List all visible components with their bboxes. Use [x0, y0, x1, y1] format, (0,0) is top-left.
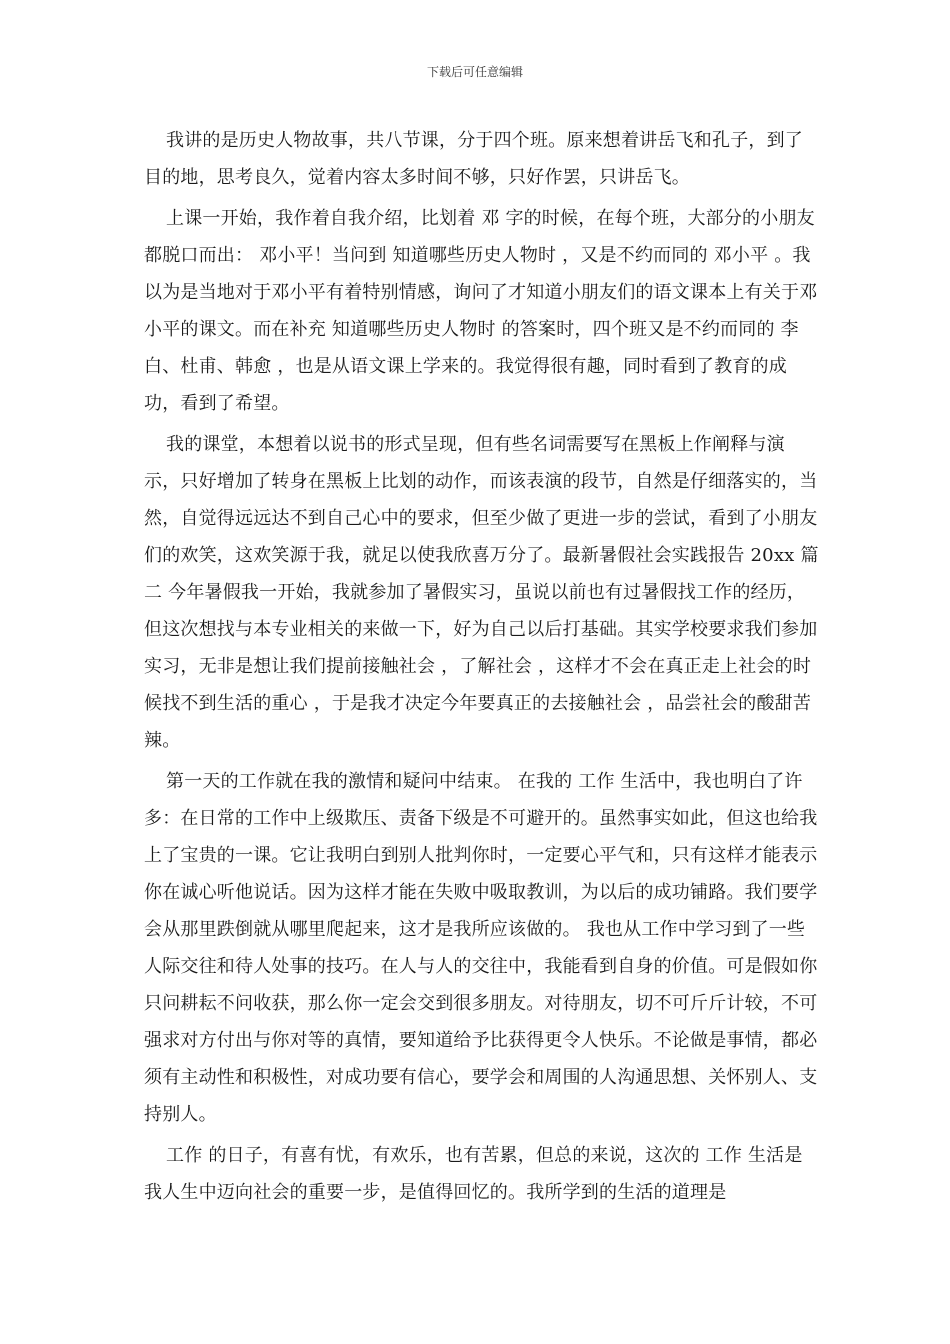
body-text — [144, 122, 820, 1215]
header-note: 下载后可任意编辑 — [426, 65, 523, 79]
paragraph-3: 我的课堂，本想着以说书的形式呈现，但有些名词需要写在黑板上作阐释与演示，只好增加了转身在黑板上比划的动作，而该表演的段节，自然是仔细落实的，当然，自觉得远远达不到自己心中的要求，但至少做了更进一步的尝试，看到了小朋友们的欢笑，这欢笑源于我，就足以使我欣喜万分了。最新暑假社会实践报告 20xx 篇二 今年暑假我一开始，我就参加了暑假实习，虽说以前也有过暑假找工作的经历，但这次想找与本专业相关的来做一下，好为自己以后打基础。其实学校要求我们参加实习，无非是想让我们提前接触社会 ，了解社会 ，这样才不会在真正走上社会的时候找不到生活的重心 ，于是我才决定今年要真正的去接触社会 ，品尝社会的酸甜苦辣。 — [144, 434, 819, 751]
paragraph-4: 第一天的工作就在我的激情和疑问中结束。 在我的 工作 生活中，我也明白了许多：在日常的工作中上级欺压、责备下级是不可避开的。虽然事实如此，但这也给我上了宝贵的一课。它让我明白到别人批判你时，一定要心平气和，只有这样才能表示你在诚心听他说话。因为这样才能在失败中吸取教训，为以后的成功铺路。我们要学会从那里跌倒就从哪里爬起来，这才是我所应该做的。 我也从工作中学习到了一些人际交往和待人处事的技巧。在人与人的交往中，我能看到自身的价值。可是假如你只问耕耘不问收获，那么你一定会交到很多朋友。对待朋友，切不可斤斤计较，不可强求对方付出与你对等的真情，要知道给予比获得更令人快乐。不论做是事情，都必须有主动性和积极性，对成功要有信心，要学会和周围的人沟通思想、关怀别人、支持别人。 — [144, 771, 818, 1125]
paragraph-2: 上课一开始，我作着自我介绍，比划着 邓 字的时候，在每个班，大部分的小朋友都脱口而出： 邓小平！当问到 知道哪些历史人物时 ，又是不约而同的 邓小平 。我以为是当地对于邓小平有着特别情感，询问了才知道小朋友们的语文课本上有关于邓小平的课文。而在补充 知道哪些历史人物时 的答案时，四个班又是不约而同的 李白、杜甫、韩愈 ，也是从语文课上学来的。我觉得很有趣，同时看到了教育的成功，看到了希望。 — [144, 208, 818, 414]
paragraph-1: 我讲的是历史人物故事，共八节课，分于四个班。原来想着讲岳飞和孔子，到了目的地，思考良久，觉着内容太多时间不够，只好作罢，只讲岳飞。 — [144, 130, 803, 188]
paragraph-5: 工作 的日子，有喜有忧，有欢乐，也有苦累，但总的来说，这次的 工作 生活是我人生中迈向社会的重要一步，是值得回忆的。我所学到的生活的道理是 — [144, 1145, 803, 1203]
